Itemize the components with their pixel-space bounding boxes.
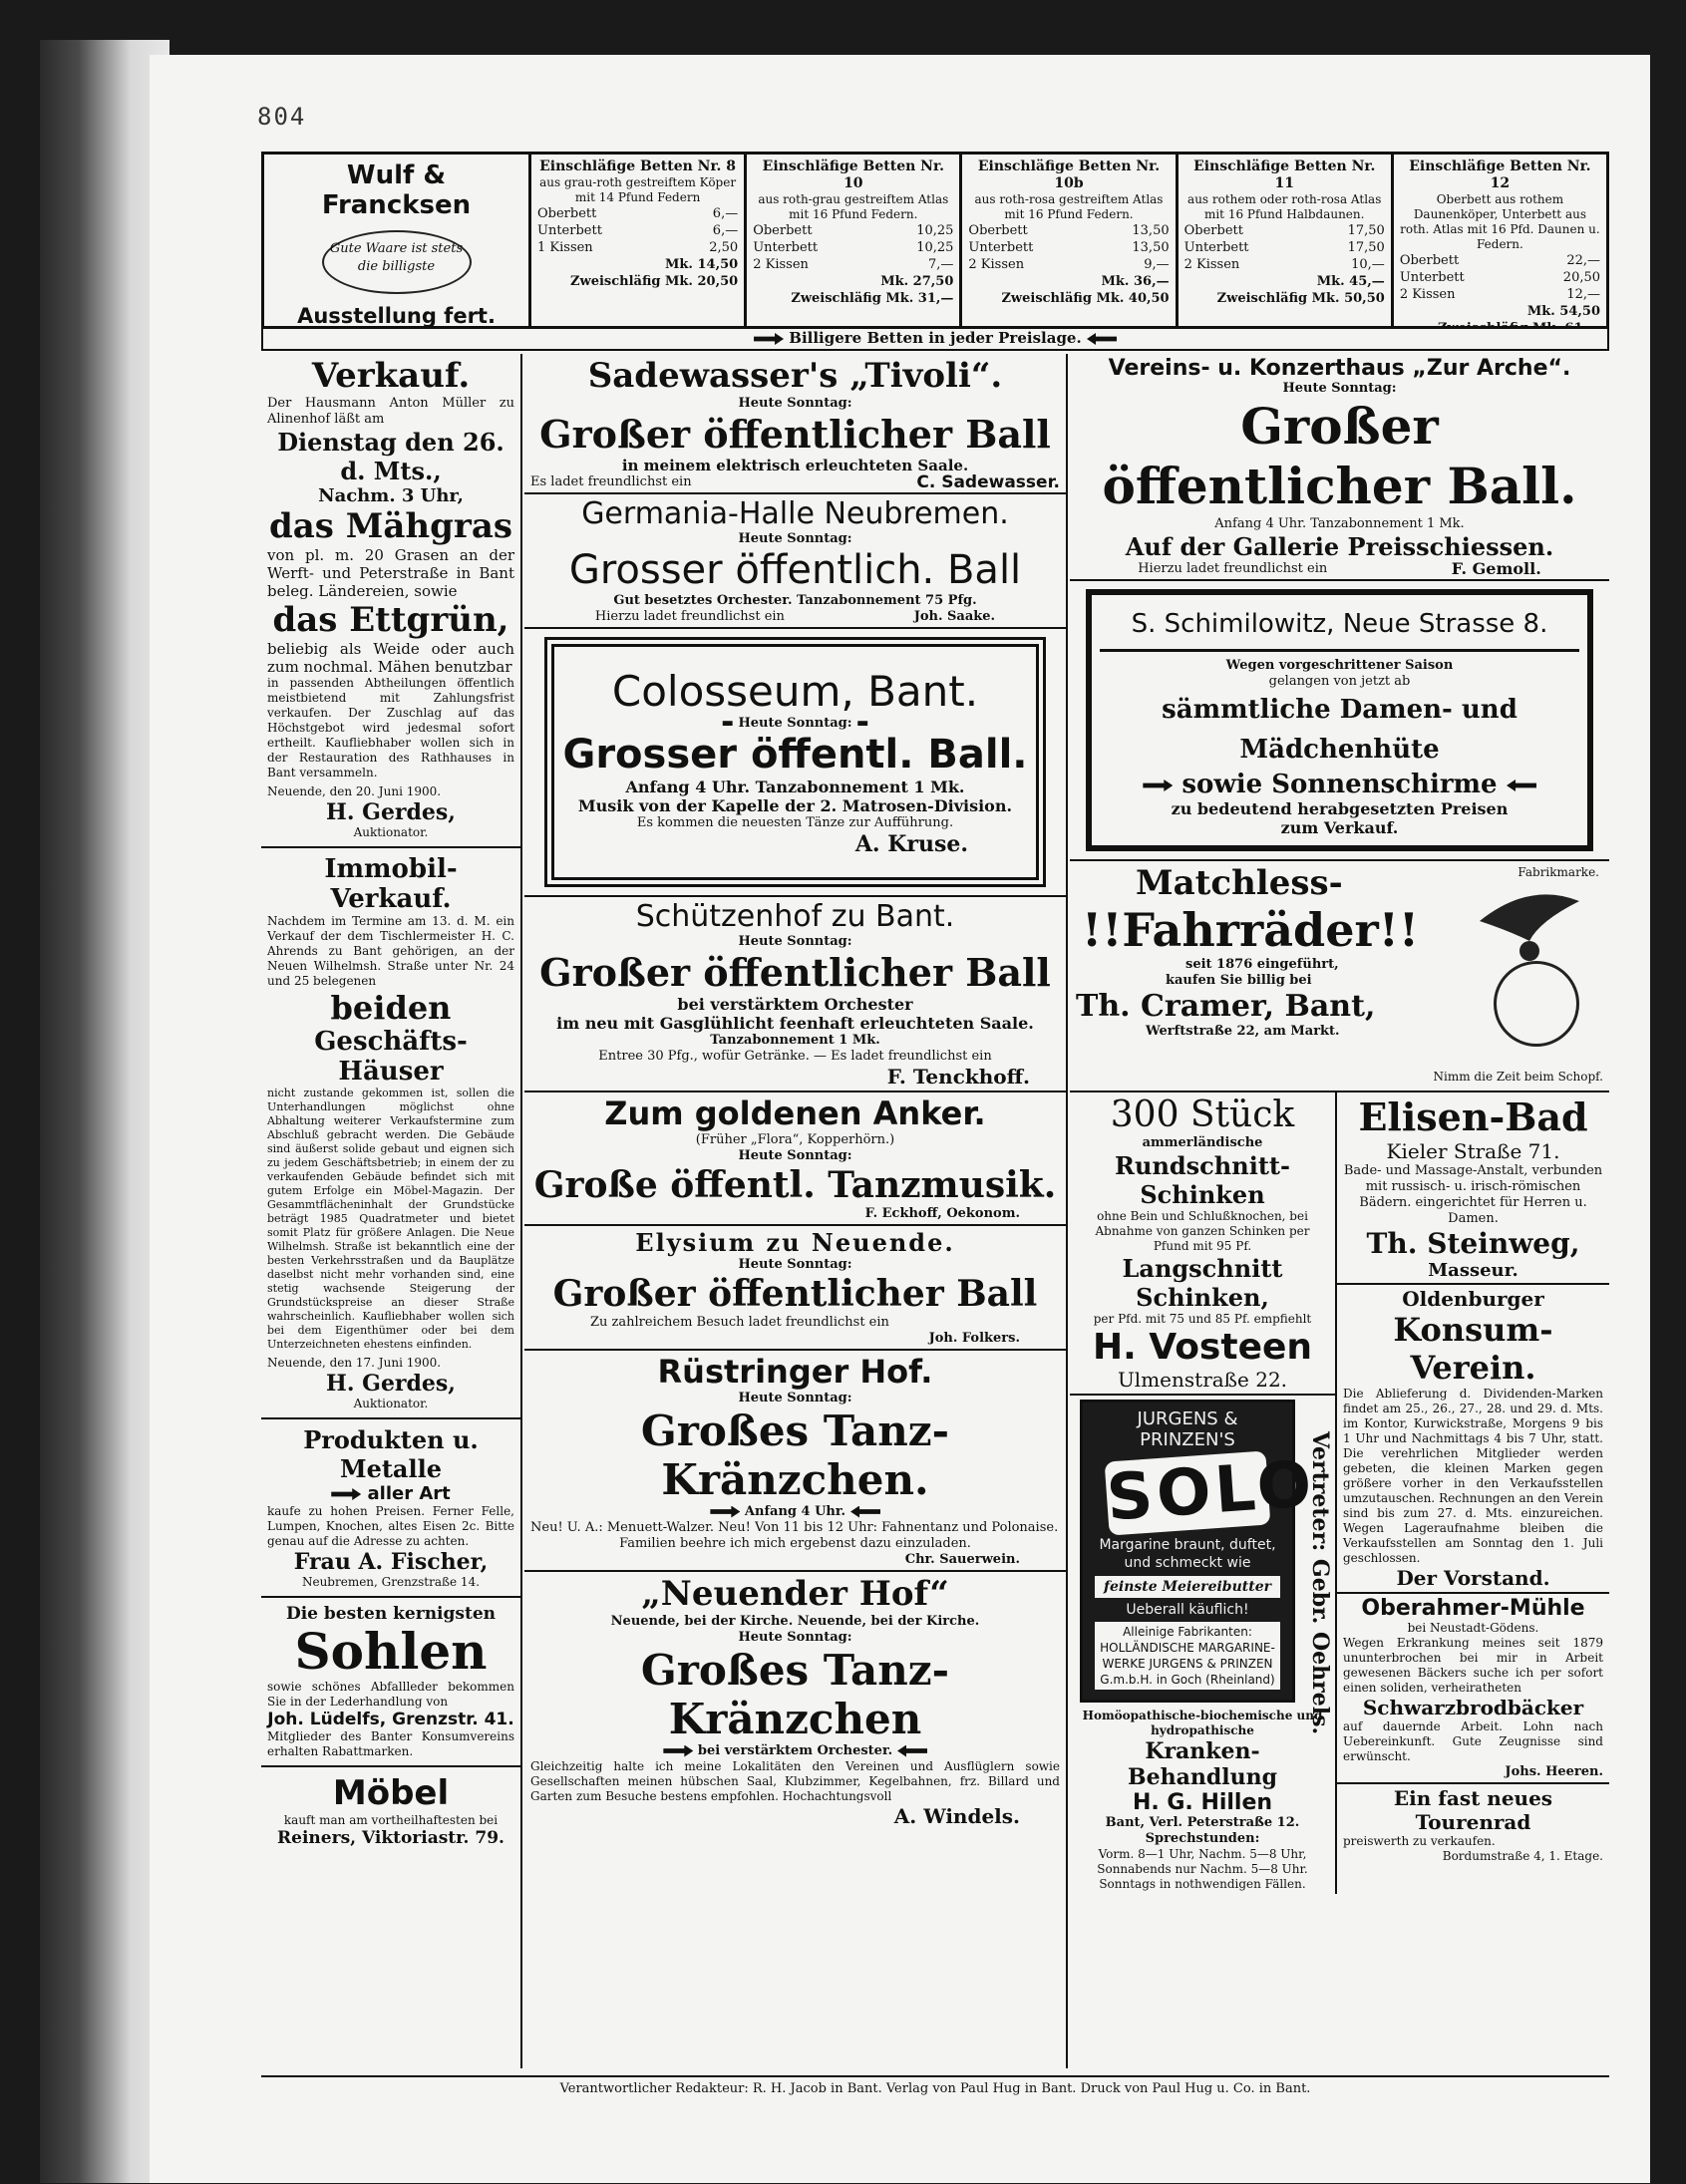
ad-name: Frau A. Fischer,: [293, 1549, 489, 1575]
pointing-hand-icon: [754, 333, 784, 345]
pointing-hand-icon: [663, 1745, 693, 1757]
ad-name: H. G. Hillen: [1132, 1790, 1273, 1815]
ad-matchless: [1070, 861, 1609, 1092]
ad-location: Neuende, bei der Kirche. Neuende, bei der Kirche.: [610, 1614, 980, 1629]
ad-title: Sadewasser's „Tivoli“.: [587, 356, 1003, 396]
bed-offer: [962, 155, 1175, 326]
ad-text: auf dauernde Arbeit. Lohn nach Uebereinkunft. Gute Zeugnisse sind erwünscht.: [1343, 1719, 1603, 1763]
right-edge: [1650, 55, 1686, 2183]
column-left: [261, 354, 522, 2068]
imprint-footer: Verantwortlicher Redakteur: R. H. Jacob in Bant. Verlag von Paul Hug in Bant. Druck von Paul Hug u. Co. in Bant.: [261, 2075, 1609, 2096]
bed-title: Einschläfige Betten Nr. 11: [1193, 158, 1376, 191]
ad-solo-margarine: [1080, 1400, 1318, 1703]
company-name: Wulf & Francksen: [321, 160, 472, 220]
ad-subtitle: (Früher „Flora“, Kopperhörn.): [695, 1132, 895, 1147]
bed-double: Zweischläfig Mk. 40,50: [1001, 291, 1170, 306]
ad-title: Rüstringer Hof.: [657, 1353, 933, 1391]
ad-note: Gut besetztes Orchester. Tanzabonnement 75 Pfg.: [613, 593, 977, 608]
bed-row: Unterbett 17,50: [1183, 240, 1385, 255]
bed-desc: aus roth-rosa gestreiftem Atlas mit 16 Pfund Federn.: [974, 192, 1164, 221]
column-middle: [524, 354, 1068, 2068]
ad-text: per Pfd. mit 75 und 85 Pf. empfiehlt: [1093, 1312, 1312, 1326]
ad-heading: Großes Tanz-Kränzchen: [640, 1646, 950, 1743]
ad-invite: Hierzu ladet freundlichst ein: [594, 609, 785, 624]
ad-note: bei verstärktem Orchester: [677, 995, 913, 1014]
ad-text: gelangen von jetzt ab: [1268, 674, 1411, 689]
ad-day: Heute Sonntag:: [738, 396, 852, 411]
ad-signature: C. Sadewasser.: [916, 472, 1060, 492]
bed-desc: aus grau-roth gestreiftem Köper mit 14 Pfund Federn: [539, 175, 737, 204]
ad-note: Familien beehre ich mich ergebenst dazu einzuladen.: [619, 1536, 971, 1551]
ad-text: kaufen Sie billig bei: [1166, 973, 1312, 988]
cheaper-beds-line: Billigere Betten in jeder Preislage.: [261, 329, 1609, 351]
ad-elisen-bad: [1337, 1092, 1609, 1285]
ad-heading: das Ettgrün,: [272, 600, 509, 640]
page-number: 804: [257, 103, 307, 131]
ad-name: Joh. Lüdelfs, Grenzstr. 41.: [267, 1710, 514, 1729]
ad-signature: H. Gerdes,: [326, 799, 456, 825]
ad-dateline: Neuende, den 17. Juni 1900.: [267, 1356, 442, 1370]
ad-text: preiswerth zu verkaufen.: [1343, 1834, 1496, 1848]
bed-total: Mk. 54,50: [1526, 304, 1601, 319]
ad-text: von pl. m. 20 Grasen an der Werft- und Peterstraße in Bant beleg. Ländereien, sowie: [267, 546, 514, 600]
ad-title: Zum goldenen Anker.: [604, 1094, 986, 1132]
ad-address: Neubremen, Grenzstraße 14.: [301, 1575, 481, 1589]
ad-text: Gleichzeitig halte ich meine Lokalitäten den Vereinen und Ausflüglern sowie Gesellschaften meinen hübschen Saal, Klubzimmer, Kegelbahnen, frz. Billard und Garten zum Besuche bestens empfohlen. Hochachtungsvoll: [530, 1759, 1060, 1803]
solo-logo: SOLO: [1104, 1447, 1318, 1536]
ad-text: sowie schönes Abfallleder bekommen Sie in der Lederhandlung von: [267, 1680, 514, 1709]
ad-title: Matchless-: [1136, 863, 1343, 903]
ad-title: Germania-Halle Neubremen.: [581, 496, 1009, 531]
seal-logo: Gute Waare ist stets die billigste: [322, 230, 472, 294]
ad-produkten: [261, 1423, 520, 1592]
ad-address: Bordumstraße 4, 1. Etage.: [1442, 1849, 1603, 1863]
ad-pretitle: Oldenburger: [1402, 1287, 1544, 1311]
ad-title: Schützenhof zu Bant.: [635, 899, 955, 934]
bed-desc: Oberbett aus rothem Daunenköper, Unterbett aus roth. Atlas mit 16 Pfd. Daunen u. Federn.: [1400, 192, 1600, 251]
ad-title: Immobil-Verkauf.: [324, 854, 458, 914]
pointing-hand-icon: [1087, 333, 1117, 345]
pointing-hand-icon: [1143, 780, 1173, 791]
ad-heading: Grosser öffentl. Ball.: [562, 732, 1028, 778]
bordered-box: [1086, 589, 1593, 851]
ad-text: seit 1876 eingeführt,: [1185, 957, 1339, 972]
bed-desc: aus roth-grau gestreiftem Atlas mit 16 Pfund Federn.: [758, 192, 949, 221]
ad-title: Elysium zu Neuende.: [635, 1228, 955, 1257]
bed-offer: [747, 155, 959, 326]
ad-title: 300 Stück: [1110, 1094, 1295, 1135]
subcolumn-right: [1337, 1092, 1609, 1894]
ad-heading: sowie Sonnenschirme: [1181, 770, 1498, 799]
pointing-hand-icon: [710, 1506, 740, 1518]
bed-row: Oberbett 22,—: [1399, 253, 1601, 268]
ad-date: Dienstag den 26. d. Mts.,: [277, 428, 505, 485]
solo-highlight: feinste Meiereibutter: [1095, 1576, 1280, 1598]
bed-row: 2 Kissen 10,—: [1183, 257, 1385, 272]
ad-anker: [524, 1092, 1066, 1226]
bed-title: Einschläfige Betten Nr. 12: [1409, 158, 1591, 191]
ad-motto: Nimm die Zeit beim Schopf.: [1433, 1070, 1603, 1084]
ad-immobil: [261, 852, 520, 1413]
ad-signature: Der Vorstand.: [1396, 1566, 1550, 1590]
ad-text: Bade- und Massage-Anstalt, verbunden mit russisch- u. irisch-römischen Bädern. eingerichtet für Herren u. Damen.: [1343, 1163, 1603, 1226]
ad-verkauf: [261, 354, 520, 842]
ad-signature: A. Kruse.: [854, 831, 968, 857]
ad-heading: Langschnitt Schinken,: [1122, 1254, 1283, 1312]
ad-signature: Johs. Heeren.: [1505, 1764, 1603, 1779]
ad-note: Anfang 4 Uhr. Tanzabonnement 1 Mk.: [1214, 516, 1465, 531]
wulf-francksen-box: [264, 155, 528, 326]
ad-signature: H. Gerdes,: [326, 1371, 456, 1397]
subcolumn-left: [1070, 1092, 1337, 1894]
ad-heading: Schwarzbrodbäcker: [1362, 1696, 1584, 1719]
bed-desc: aus rothem oder roth-rosa Atlas mit 16 Pfund Halbdaunen.: [1187, 192, 1382, 221]
bed-row: 1 Kissen 2,50: [537, 240, 739, 255]
ad-germania: [524, 494, 1066, 629]
ad-title: Oberahmer-Mühle: [1361, 1596, 1585, 1621]
ad-oberahmer-muehle: [1337, 1594, 1609, 1784]
ad-text: kaufe zu hohen Preisen. Ferner Felle, Lumpen, Knochen, altes Eisen 2c. Bitte genau auf die Adresse zu achten.: [267, 1504, 514, 1548]
ad-dateline: Neuende, den 20. Juni 1900.: [267, 784, 442, 798]
ad-title: Produkten u. Metalle: [303, 1425, 479, 1483]
ad-sohlen: [261, 1602, 520, 1761]
ad-schimilowitz: [1070, 581, 1609, 861]
ad-title: Ein fast neues Tourenrad: [1393, 1786, 1553, 1834]
ad-heading: Grosser öffentlich. Ball: [568, 547, 1022, 593]
ad-invite: Es ladet freundlichst ein: [530, 474, 692, 489]
ad-tivoli: [524, 354, 1066, 494]
ad-schuetzenhof: [524, 897, 1066, 1092]
ad-heading: Großer öffentlicher Ball.: [1102, 397, 1577, 515]
ad-role: Masseur.: [1428, 1260, 1518, 1281]
ad-day: Heute Sonntag:: [738, 1148, 852, 1163]
ad-heading: beiden: [330, 989, 452, 1027]
split-section: [1070, 1092, 1609, 1894]
bed-double: Zweischläfig Mk. 50,50: [1216, 291, 1385, 306]
ad-text: nicht zustande gekommen ist, sollen die Unterhandlungen möglichst ohne Abhaltung weiterer Verkaufstermine zum Abschluß gebracht werden. Die Gebäude sind äußerst solide gebaut und eignen sich zu jedem Geschäftsbetrieb; in einem der zu verkaufenden Gebäude befindet sich mit gutem Erfolge ein Möbel-Magazin. Der Gesammtflächeninhalt der Grundstücke beträgt 1985 Quadratmeter und bietet somit Platz für größere Anlagen. Die Neue Wilhelmsh. Straße ist bekanntlich eine der besten Verkehrsstraßen und da Bauplätze daselbst nicht mehr vorhanden sind, eine stetig wachsende Steigerung der Grundstückspreise an dieser Straße wahrscheinlich. Kaufliebhaber wollen sich bei dem Eigenthümer oder bei dem Unterzeichneten ehestens einfinden.: [267, 1087, 514, 1351]
bed-row: 2 Kissen 7,—: [753, 257, 954, 272]
ad-subtitle: aller Art: [367, 1483, 451, 1504]
column-right: [1070, 354, 1609, 2068]
ad-role: Auktionator.: [353, 825, 429, 839]
ad-subtitle: ammerländische: [1142, 1135, 1263, 1150]
bed-double: Zweischläfig Mk. 31,—: [791, 291, 954, 306]
ad-arche: [1070, 354, 1609, 581]
ad-signature: Joh. Saake.: [913, 609, 996, 624]
bed-row: 2 Kissen 12,—: [1399, 287, 1601, 302]
ad-text: Nachdem im Termine am 13. d. M. ein Verkauf der dem Tischlermeister H. C. Ahrends zu Bant gehörigen, an der Neuen Wilhelmsh. Straße unter Nr. 24 und 25 belegenen: [267, 914, 514, 988]
ad-heading: Rundschnitt-Schinken: [1115, 1151, 1290, 1209]
bed-advertisement: [261, 152, 1609, 329]
bed-row: Unterbett 20,50: [1399, 270, 1601, 285]
ad-day: Heute Sonntag:: [738, 1257, 852, 1272]
bed-offer: [1179, 155, 1391, 326]
bed-total: Mk. 45,—: [1316, 274, 1385, 289]
ad-signature: F. Tenckhoff.: [886, 1065, 1030, 1089]
ad-note: Musik von der Kapelle der 2. Matrosen-Division.: [577, 796, 1013, 815]
ad-heading: Großes Tanz-Kränzchen.: [640, 1406, 950, 1504]
exhibit-text: Ausstellung fert.: [297, 304, 496, 328]
ad-text: Wegen Erkrankung meines seit 1879 ununterbrochen bei mir in Arbeit gewesenen Bäckers suche ich per sofort einen soliden, verheiratheten: [1343, 1636, 1603, 1695]
ad-day: Heute Sonntag:: [738, 1630, 852, 1645]
bed-row: Oberbett 6,—: [537, 206, 739, 221]
bed-row: Oberbett 10,25: [753, 223, 954, 238]
ad-role: Auktionator.: [353, 1397, 429, 1410]
ad-name: Th. Cramer, Bant,: [1076, 989, 1376, 1024]
ad-heading: Große öffentl. Tanzmusik.: [533, 1164, 1057, 1206]
ad-hours: Vorm. 8—1 Uhr, Nachm. 5—8 Uhr, Sonnabends nur Nachm. 5—8 Uhr. Sonntags in nothwendigen Fällen.: [1097, 1847, 1308, 1891]
ad-address: Ulmenstraße 22.: [1117, 1368, 1288, 1392]
ad-title: Elisen-Bad: [1358, 1094, 1588, 1139]
ad-text: Die Ablieferung d. Dividenden-Marken findet am 25., 26., 27., 28. und 29. d. Mts. im Kontor, Kurwickstraße, Morgens 9 bis 1 Uhr und Nachmittags 4 bis 7 Uhr, statt. Die verehrlichen Mitglieder werden gebeten, die kleinen Marken gegen größere vorher in den Verkaufsstellen umzutauschen. Rechnungen an den Verein sind bis zum 27. d. Mts. einzureichen. Wegen Lageraufnahme bleiben die Verkaufsstellen am Sonntag den 1. Juli geschlossen.: [1343, 1387, 1603, 1565]
bed-double: Zweischläfig Mk. 20,50: [570, 274, 739, 289]
winged-figure-icon: [1470, 881, 1589, 981]
ad-ruestringer: [524, 1351, 1066, 1572]
bed-title: Einschläfige Betten Nr. 8: [539, 158, 737, 174]
ad-heading: Großer öffentlicher Ball: [539, 950, 1051, 995]
ad-text: ohne Bein und Schlußknochen, bei Abnahme von ganzen Schinken per Pfund mit 95 Pf.: [1095, 1209, 1310, 1253]
bed-total: Mk. 14,50: [665, 257, 739, 272]
ad-day: Heute Sonntag:: [738, 1391, 852, 1405]
ad-moebel: [261, 1771, 520, 1850]
solo-representative: Vertreter: Gebr. Oehrels.: [1307, 1431, 1333, 1735]
solo-text: Margarine braunt, duftet, und schmeckt wie: [1099, 1537, 1276, 1571]
ad-colosseum: [524, 629, 1066, 897]
ad-time: Nachm. 3 Uhr,: [318, 485, 464, 506]
decorative-frame: Colosseum, Bant. ▬ Heute Sonntag: ▬ Grosser öffentl. Ball. Anfang 4 Uhr. Tanzabonnement 1 Mk. Musik von der Kapelle der 2. Matrosen-Division. Es kommen die neuesten Tänze zur Aufführung. A. Kruse.: [544, 637, 1046, 887]
ad-tourenrad: [1337, 1784, 1609, 1866]
ad-vosteen: [1070, 1092, 1335, 1396]
bed-offer: [531, 155, 744, 326]
solo-maker: Alleinige Fabrikanten: HOLLÄNDISCHE MARGARINE-WERKE JURGENS & PRINZEN G.m.b.H. in Goch (Rheinland): [1095, 1622, 1280, 1690]
ad-title: Colosseum, Bant.: [611, 667, 979, 716]
ad-heading: das Mähgras: [268, 506, 513, 546]
pointing-hand-icon: [850, 1506, 880, 1518]
pointing-hand-icon: [897, 1745, 927, 1757]
ad-heading: sämmtliche Damen- und Mädchenhüte: [1162, 695, 1517, 765]
bed-row: 2 Kissen 9,—: [968, 257, 1170, 272]
ad-subtitle: bei Neustadt-Gödens.: [1407, 1621, 1539, 1635]
ad-note: in meinem elektrisch erleuchteten Saale.: [621, 457, 969, 474]
ad-hours-title: Sprechstunden:: [1145, 1831, 1260, 1846]
ad-note: Anfang 4 Uhr. Tanzabonnement 1 Mk.: [625, 778, 965, 796]
ad-title: Konsum-Verein.: [1393, 1311, 1553, 1387]
ad-heading: Großer öffentlicher Ball: [552, 1273, 1038, 1315]
ad-signature: F. Eckhoff, Oekonom.: [864, 1206, 1020, 1221]
ad-address: Kieler Straße 71.: [1386, 1139, 1560, 1163]
ad-signature: Joh. Folkers.: [928, 1331, 1020, 1346]
ad-title: „Neuender Hof“: [641, 1574, 949, 1614]
bed-row: Unterbett 10,25: [753, 240, 954, 255]
solo-brand: JURGENS & PRINZEN'S: [1137, 1408, 1238, 1450]
ad-name: H. Vosteen: [1092, 1327, 1313, 1368]
ad-note: Tanzabonnement 1 Mk.: [710, 1033, 880, 1048]
solo-text: Ueberall käuflich!: [1126, 1602, 1249, 1618]
bed-total: Mk. 36,—: [1101, 274, 1170, 289]
ad-day: Heute Sonntag:: [738, 716, 852, 731]
ad-text: zum Verkauf.: [1280, 818, 1399, 837]
ad-title: Möbel: [332, 1773, 450, 1813]
ad-signature: A. Windels.: [893, 1804, 1020, 1828]
ad-text: kauft man am vortheilhaftesten bei: [283, 1813, 499, 1827]
bed-row: Oberbett 13,50: [968, 223, 1170, 238]
ad-address: Bant, Verl. Peterstraße 12.: [1105, 1815, 1300, 1830]
ad-title: Kranken-Behandlung: [1128, 1738, 1277, 1790]
ad-invite: Hierzu ladet freundlichst ein: [1138, 561, 1328, 576]
ad-note: Entree 30 Pfg., wofür Getränke. — Es ladet freundlichst ein: [598, 1049, 992, 1064]
ad-text: Homöopathische-biochemische und hydropathische: [1082, 1709, 1323, 1737]
bed-offer: [1394, 155, 1606, 326]
ad-start: Anfang 4 Uhr.: [744, 1504, 846, 1519]
ad-hillen: [1070, 1707, 1335, 1894]
ad-name: Th. Steinweg,: [1366, 1227, 1580, 1260]
ad-signature: F. Gemoll.: [1451, 559, 1541, 578]
bed-row: Oberbett 17,50: [1183, 223, 1385, 238]
ad-day: Heute Sonntag:: [738, 934, 852, 949]
trademark-label: Fabrikmarke.: [1517, 865, 1599, 879]
ad-text: Wegen vorgeschrittener Saison: [1225, 658, 1454, 673]
ad-text: beliebig als Weide oder auch zum nochmal. Mähen benutzbar: [267, 640, 514, 676]
ad-note: Es kommen die neuesten Tänze zur Aufführung.: [636, 815, 954, 830]
ad-text: zu bedeutend herabgesetzten Preisen: [1171, 799, 1509, 818]
ad-note: Auf der Gallerie Preisschiessen.: [1125, 532, 1554, 561]
ad-neuender-hof: [524, 1572, 1066, 1830]
bed-total: Mk. 27,50: [880, 274, 954, 289]
ad-pretitle: Die besten kernigsten: [285, 1604, 496, 1624]
ad-title: S. Schimilowitz, Neue Strasse 8.: [1100, 603, 1579, 652]
ad-address: Werftstraße 22, am Markt.: [1146, 1024, 1340, 1039]
ad-note: Mitglieder des Banter Konsumvereins erhalten Rabattmarken.: [267, 1729, 514, 1758]
bed-title: Einschläfige Betten Nr. 10: [762, 158, 944, 191]
ad-heading: !!Fahrräder!!: [1082, 903, 1420, 957]
bed-row: Unterbett 13,50: [968, 240, 1170, 255]
ad-heading: Geschäfts-Häuser: [314, 1027, 468, 1087]
ad-note: bei verstärktem Orchester.: [697, 1743, 893, 1758]
bed-title: Einschläfige Betten Nr. 10b: [977, 158, 1161, 191]
ad-title: Vereins- u. Konzerthaus „Zur Arche“.: [1108, 356, 1571, 381]
ad-elysium: [524, 1226, 1066, 1351]
bed-row: Unterbett 6,—: [537, 223, 739, 238]
ad-konsum-verein: [1337, 1285, 1609, 1594]
ad-text: Der Hausmann Anton Müller zu Alinenhof läßt am: [267, 396, 514, 427]
ad-invite: Zu zahlreichem Besuch ladet freundlichst ein: [590, 1315, 889, 1330]
ad-name: Reiners, Viktoriastr. 79.: [277, 1828, 505, 1848]
ad-title: Sohlen: [294, 1622, 488, 1681]
ad-note: Neu! U. A.: Menuett-Walzer. Neu! Von 11 bis 12 Uhr: Fahnentanz und Polonaise.: [530, 1520, 1059, 1535]
pointing-hand-icon: [331, 1488, 361, 1500]
ad-day: Heute Sonntag:: [738, 531, 852, 546]
ad-signature: Chr. Sauerwein.: [904, 1552, 1020, 1567]
ad-note: im neu mit Gasglühlicht feenhaft erleuchteten Saale.: [556, 1014, 1034, 1033]
ad-heading: Großer öffentlicher Ball: [539, 412, 1051, 457]
ad-title: Verkauf.: [311, 356, 471, 396]
pointing-hand-icon: [1507, 780, 1536, 791]
ad-day: Heute Sonntag:: [1282, 381, 1397, 396]
ad-text: in passenden Abtheilungen öffentlich meistbietend mit Zahlungsfrist verkaufen. Der Zuschlag auf das Höchstgebot wird jedesmal sofort ertheilt. Kaufliebhaber wollen sich in der Restauration des Rathhauses in Bant versammeln.: [267, 676, 514, 780]
